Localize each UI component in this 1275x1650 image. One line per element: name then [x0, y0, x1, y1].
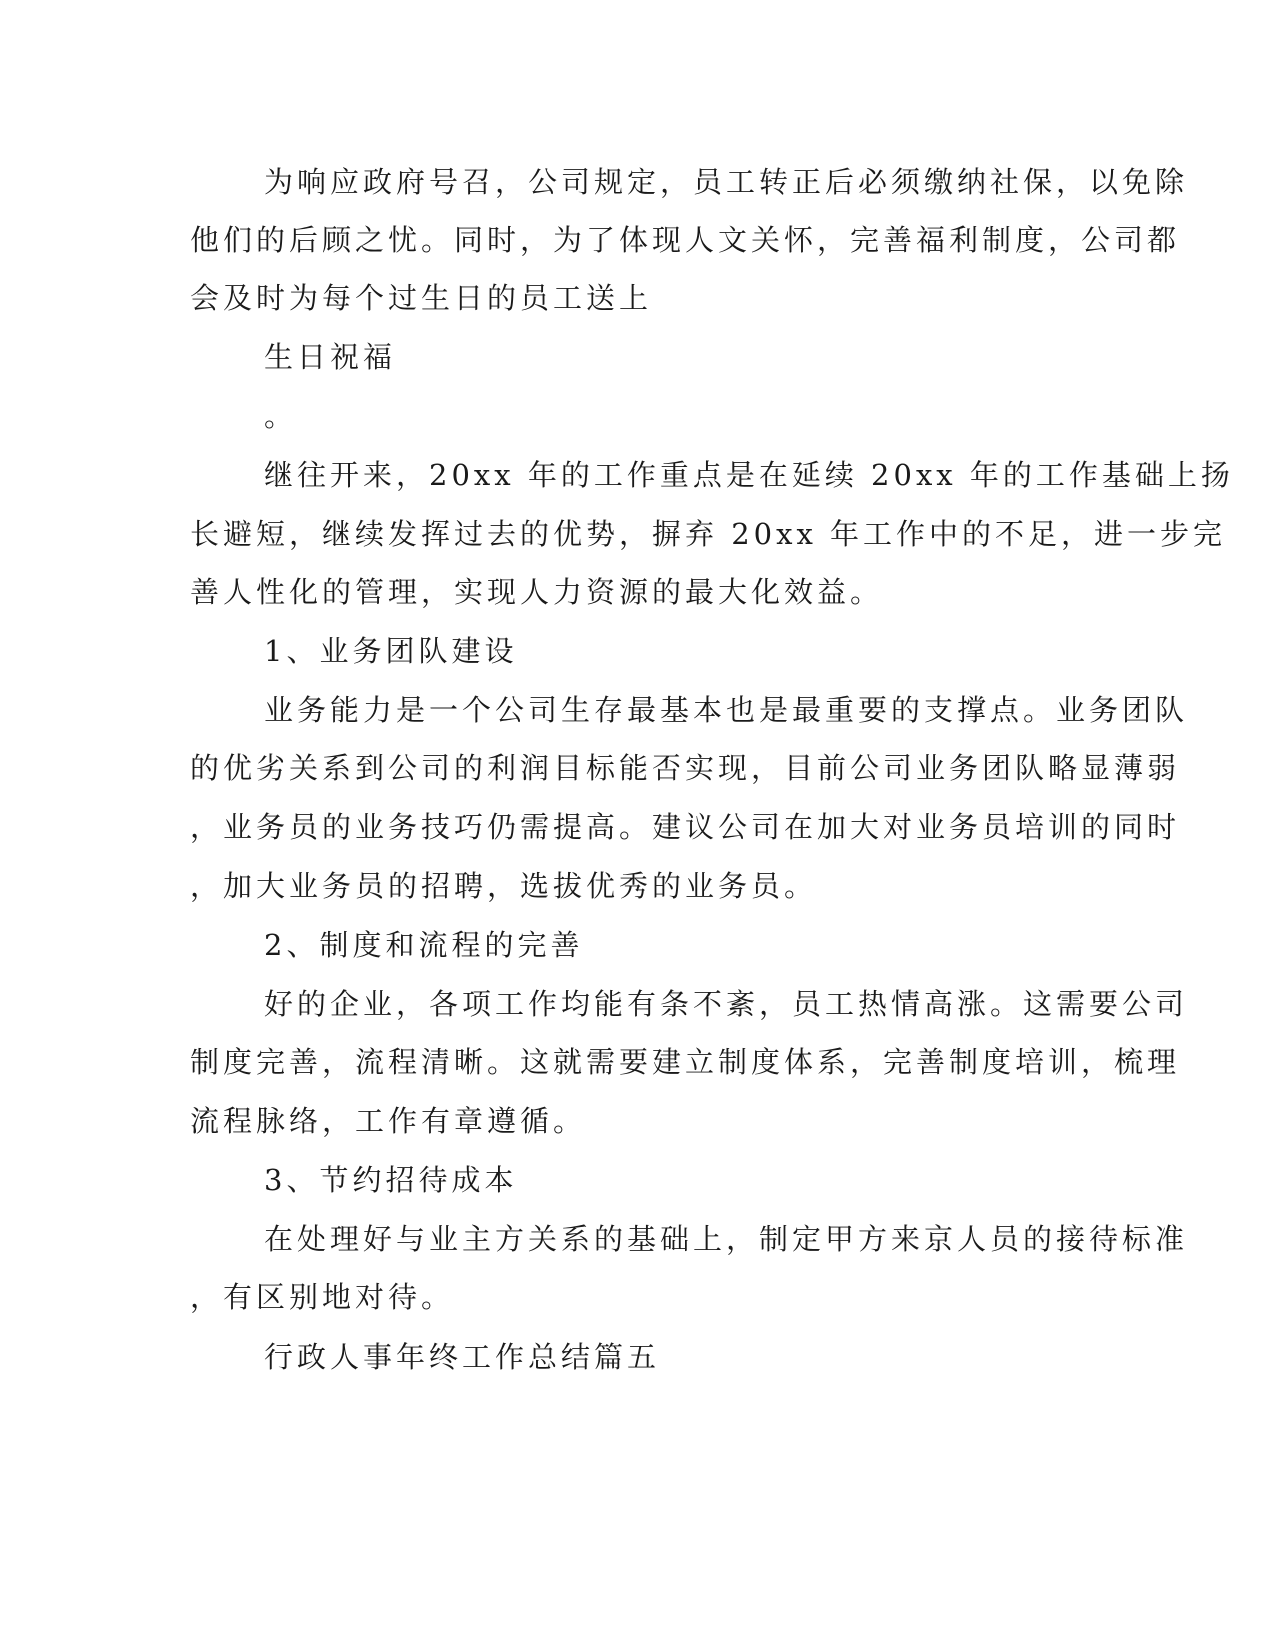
- paragraph-system-process-line-2: 制度完善，流程清晰。这就需要建立制度体系，完善制度培训，梳理: [190, 1045, 1181, 1079]
- heading-business-team: 1、业务团队建设: [264, 634, 518, 668]
- section-title-part-five: 行政人事年终工作总结篇五: [264, 1340, 661, 1374]
- paragraph-hospitality-line-1: 在处理好与业主方关系的基础上，制定甲方来京人员的接待标准: [264, 1222, 1189, 1256]
- paragraph-system-process-line-1: 好的企业，各项工作均能有条不紊，员工热情高涨。这需要公司: [264, 987, 1189, 1021]
- paragraph-birthday-wishes: 生日祝福: [264, 340, 397, 374]
- paragraph-work-focus-line-3: 善人性化的管理，实现人力资源的最大化效益。: [190, 575, 884, 609]
- paragraph-social-insurance-line-1: 为响应政府号召，公司规定，员工转正后必须缴纳社保，以免除: [264, 165, 1189, 199]
- heading-system-process: 2、制度和流程的完善: [264, 928, 584, 962]
- paragraph-work-focus-line-1: 继往开来，20xx 年的工作重点是在延续 20xx 年的工作基础上扬: [264, 458, 1234, 492]
- paragraph-business-team-line-3: ，业务员的业务技巧仍需提高。建议公司在加大对业务员培训的同时: [190, 810, 1181, 844]
- paragraph-system-process-line-3: 流程脉络，工作有章遵循。: [190, 1104, 587, 1138]
- paragraph-social-insurance-line-3: 会及时为每个过生日的员工送上: [190, 281, 653, 315]
- heading-hospitality-cost: 3、节约招待成本: [264, 1163, 518, 1197]
- paragraph-work-focus-line-2: 长避短，继续发挥过去的优势，摒弃 20xx 年工作中的不足，进一步完: [190, 517, 1227, 551]
- paragraph-business-team-line-2: 的优劣关系到公司的利润目标能否实现，目前公司业务团队略显薄弱: [190, 751, 1181, 785]
- paragraph-business-team-line-4: ，加大业务员的招聘，选拔优秀的业务员。: [190, 869, 818, 903]
- paragraph-hospitality-line-2: ，有区别地对待。: [190, 1280, 455, 1314]
- paragraph-social-insurance-line-2: 他们的后顾之忧。同时，为了体现人文关怀，完善福利制度，公司都: [190, 223, 1181, 257]
- paragraph-period: 。: [264, 399, 298, 433]
- paragraph-business-team-line-1: 业务能力是一个公司生存最基本也是最重要的支撑点。业务团队: [264, 693, 1189, 727]
